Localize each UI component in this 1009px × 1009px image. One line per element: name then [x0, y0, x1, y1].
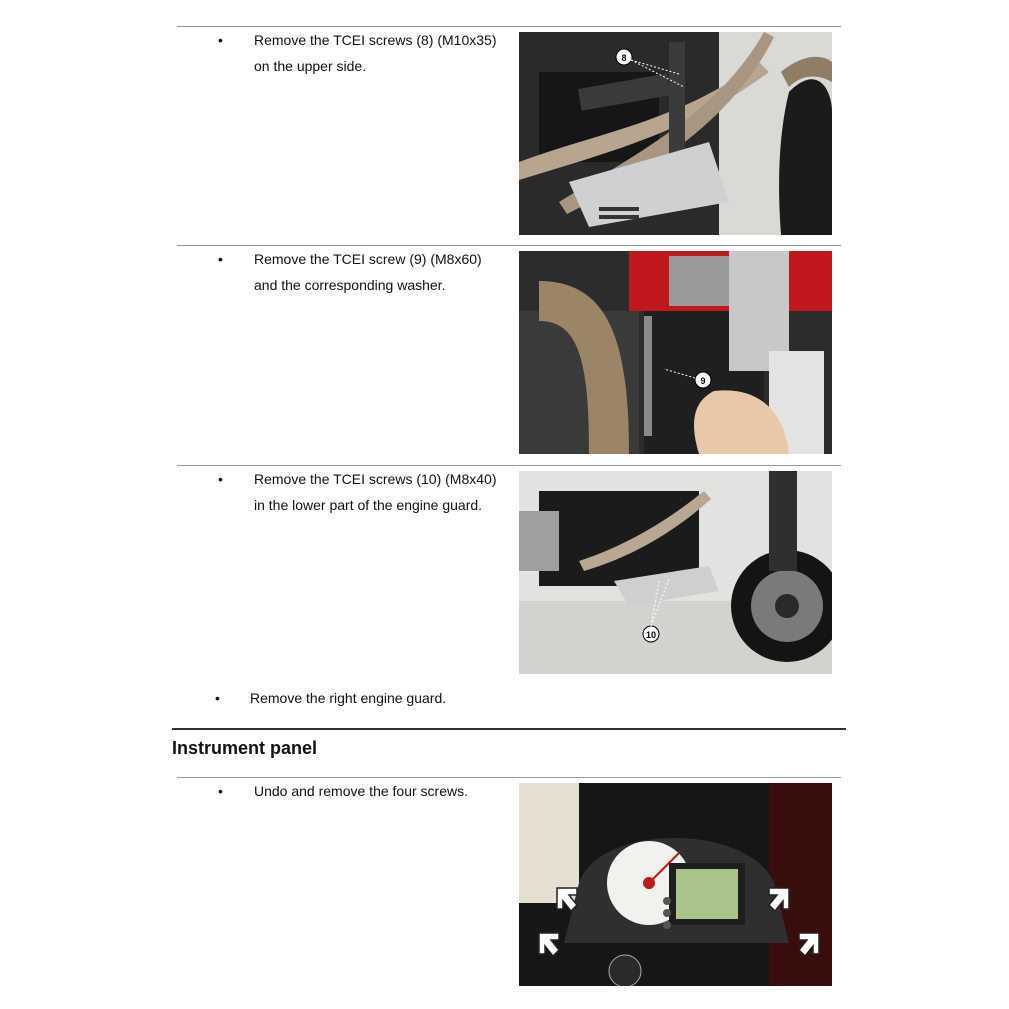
- step-instruction: [254, 27, 524, 79]
- callout-number: 8: [621, 53, 627, 63]
- instrument-panel-photo: [519, 783, 832, 986]
- bullet-marker: •: [218, 32, 223, 48]
- bullet-marker: •: [218, 251, 223, 267]
- step-text-line: Remove the TCEI screws (8) (M10x35): [254, 32, 497, 48]
- step-instruction: Remove the right engine guard.: [250, 690, 447, 706]
- step-text-line: Remove the TCEI screw (9) (M8x60): [254, 251, 482, 267]
- fork-screw-washer-photo: [519, 251, 832, 454]
- callout-number: 9: [700, 376, 706, 386]
- step-text-line: in the lower part of the engine guard.: [254, 497, 483, 513]
- engine-guard-lower-photo: [519, 471, 832, 674]
- step-text-line: and the corresponding washer.: [254, 277, 446, 293]
- step-text-line: Remove the TCEI screws (10) (M8x40): [254, 471, 497, 487]
- step-instruction: [254, 246, 524, 298]
- section-divider: [172, 728, 846, 730]
- section-title: Instrument panel: [172, 738, 318, 758]
- bullet-marker: •: [215, 690, 220, 706]
- step-instruction: Undo and remove the four screws.: [254, 783, 468, 799]
- bullet-marker: •: [218, 471, 223, 487]
- step-instruction: [254, 466, 524, 518]
- engine-upper-screws-photo: [519, 32, 832, 235]
- callout-number: 10: [645, 630, 657, 640]
- step-text-line: on the upper side.: [254, 58, 367, 74]
- bullet-marker: •: [218, 783, 223, 799]
